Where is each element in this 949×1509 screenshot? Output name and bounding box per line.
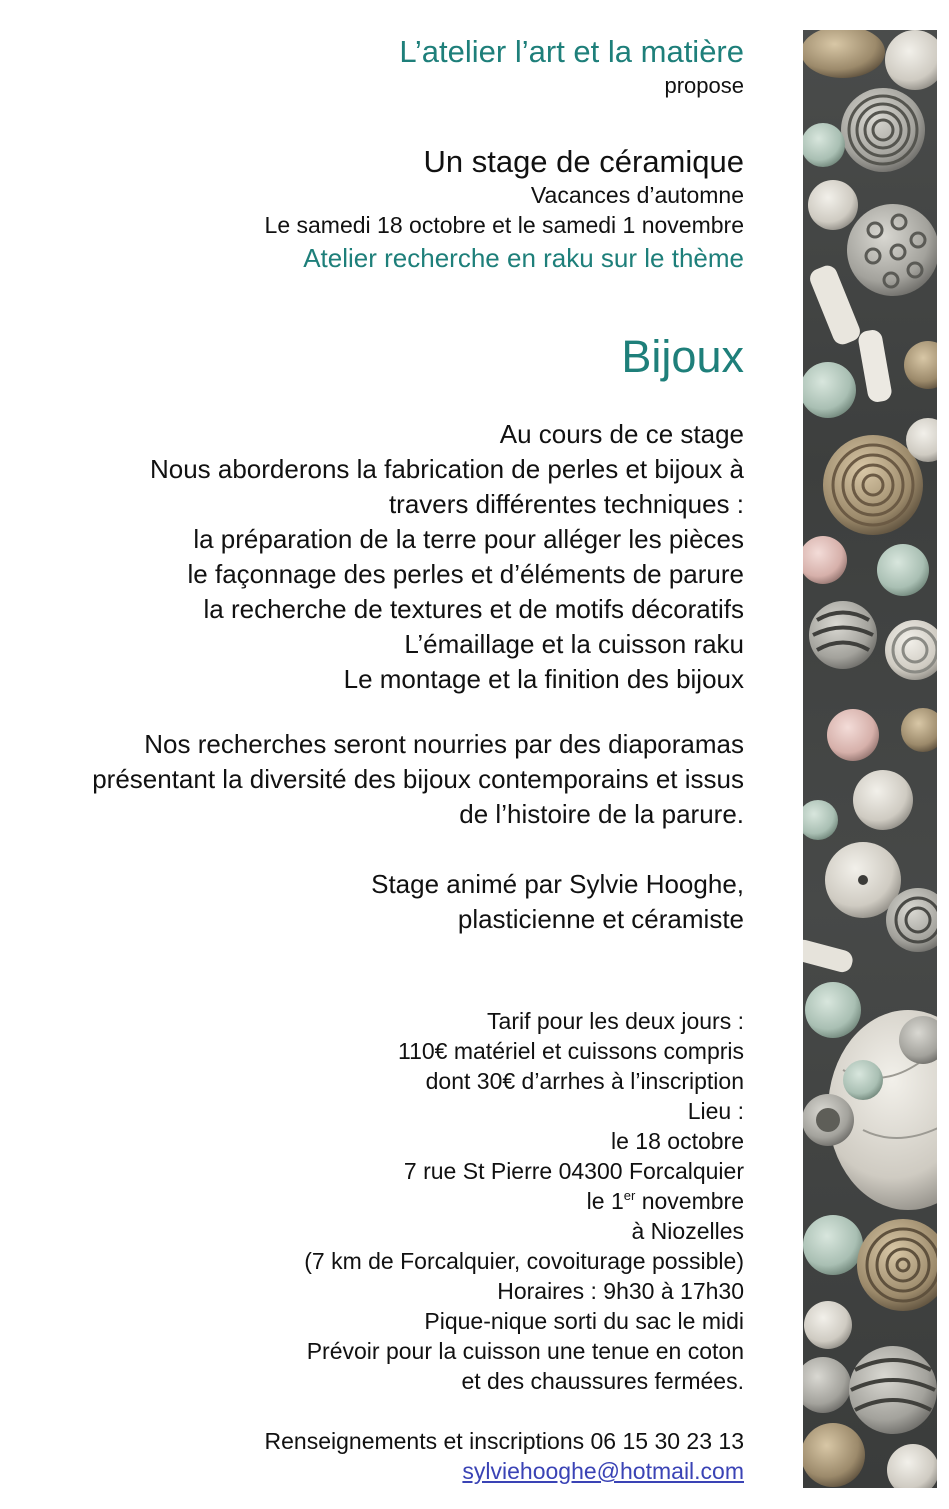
description-line: la préparation de la terre pour alléger les pièces xyxy=(193,524,744,554)
contact-info: Renseignements et inscriptions 06 15 30 23 13 xyxy=(264,1428,744,1454)
propose-text: propose xyxy=(664,73,744,98)
bead-shape xyxy=(823,435,923,535)
place-2-note: (7 km de Forcalquier, covoiturage possible) xyxy=(304,1248,744,1274)
bead-shape xyxy=(805,982,861,1038)
stage-period: Vacances d’automne xyxy=(530,182,744,208)
theme-intro: Atelier recherche en raku sur le thème xyxy=(303,243,744,273)
theme-bijoux: Bijoux xyxy=(621,331,744,382)
bead-photo-strip xyxy=(803,30,937,1488)
bead-shape xyxy=(803,1423,865,1487)
research-line: présentant la diversité des bijoux contemporains et issus xyxy=(92,764,744,794)
description-line: la recherche de textures et de motifs décoratifs xyxy=(203,594,744,624)
description-line: travers différentes techniques : xyxy=(388,489,744,519)
bead-shape xyxy=(803,362,856,418)
bead-shape xyxy=(877,544,929,596)
stage-title: Un stage de céramique xyxy=(423,144,744,179)
description-line: Nous aborderons la fabrication de perles et bijoux à xyxy=(149,454,744,484)
bead-shape xyxy=(841,88,925,172)
place-2: à Niozelles xyxy=(631,1218,744,1244)
bead-shape xyxy=(885,30,937,90)
bead-shape xyxy=(803,536,847,584)
animator-line: plasticienne et céramiste xyxy=(457,904,744,934)
date-2-sup: er xyxy=(623,1188,636,1203)
bead-hole xyxy=(816,1108,840,1132)
lieu-title: Lieu : xyxy=(687,1098,744,1124)
contact-email-wrapper xyxy=(462,1460,744,1483)
bead-shape xyxy=(843,1060,883,1100)
bead-tube xyxy=(803,938,855,975)
bead-photo-illustration xyxy=(803,30,937,1488)
lunch-text: Pique-nique sorti du sac le midi xyxy=(424,1308,744,1334)
bead-shape xyxy=(804,1301,852,1349)
bead-shape xyxy=(827,709,879,761)
clothing-text-2: et des chaussures fermées. xyxy=(461,1368,744,1394)
bead-tube xyxy=(857,328,893,403)
date-1: le 18 octobre xyxy=(611,1128,744,1154)
bead-shape xyxy=(803,123,845,167)
bead-shape xyxy=(803,30,885,78)
tarif-title: Tarif pour les deux jours : xyxy=(487,1008,744,1034)
bead-shape xyxy=(808,180,858,230)
stage-dates: Le samedi 18 octobre et le samedi 1 novembre xyxy=(264,212,744,238)
bead-shape xyxy=(803,800,838,840)
price-text: 110€ matériel et cuissons compris xyxy=(398,1038,744,1064)
bead-shape xyxy=(904,341,937,389)
clothing-text-1: Prévoir pour la cuisson une tenue en coton xyxy=(306,1338,744,1364)
bead-shape xyxy=(887,1444,937,1488)
description-line: Le montage et la finition des bijoux xyxy=(343,664,744,694)
address-1: 7 rue St Pierre 04300 Forcalquier xyxy=(403,1158,744,1184)
deposit-text: dont 30€ d’arrhes à l’inscription xyxy=(425,1068,744,1094)
bead-hole xyxy=(858,875,868,885)
bead-shape xyxy=(901,708,937,752)
email-link[interactable]: sylviehooghe@hotmail.com xyxy=(462,1458,744,1484)
atelier-title: L’atelier l’art et la matière xyxy=(399,34,744,69)
bead-shape xyxy=(803,1215,863,1275)
research-line: Nos recherches seront nourries par des diaporamas xyxy=(144,729,744,759)
bead-shape xyxy=(803,1357,851,1413)
research-line: de l’histoire de la parure. xyxy=(459,799,744,829)
date-2-suffix: novembre xyxy=(635,1188,744,1214)
bead-shape xyxy=(853,770,913,830)
date-2-prefix: le 1 xyxy=(586,1188,624,1214)
description-line: L’émaillage et la cuisson raku xyxy=(404,629,744,659)
description-line: le façonnage des perles et d’éléments de parure xyxy=(187,559,744,589)
bead-tube xyxy=(807,263,863,348)
description-line: Au cours de ce stage xyxy=(499,419,744,449)
animator-line: Stage animé par Sylvie Hooghe, xyxy=(371,869,744,899)
hours-text: Horaires : 9h30 à 17h30 xyxy=(497,1278,744,1304)
date-2 xyxy=(587,1190,744,1213)
